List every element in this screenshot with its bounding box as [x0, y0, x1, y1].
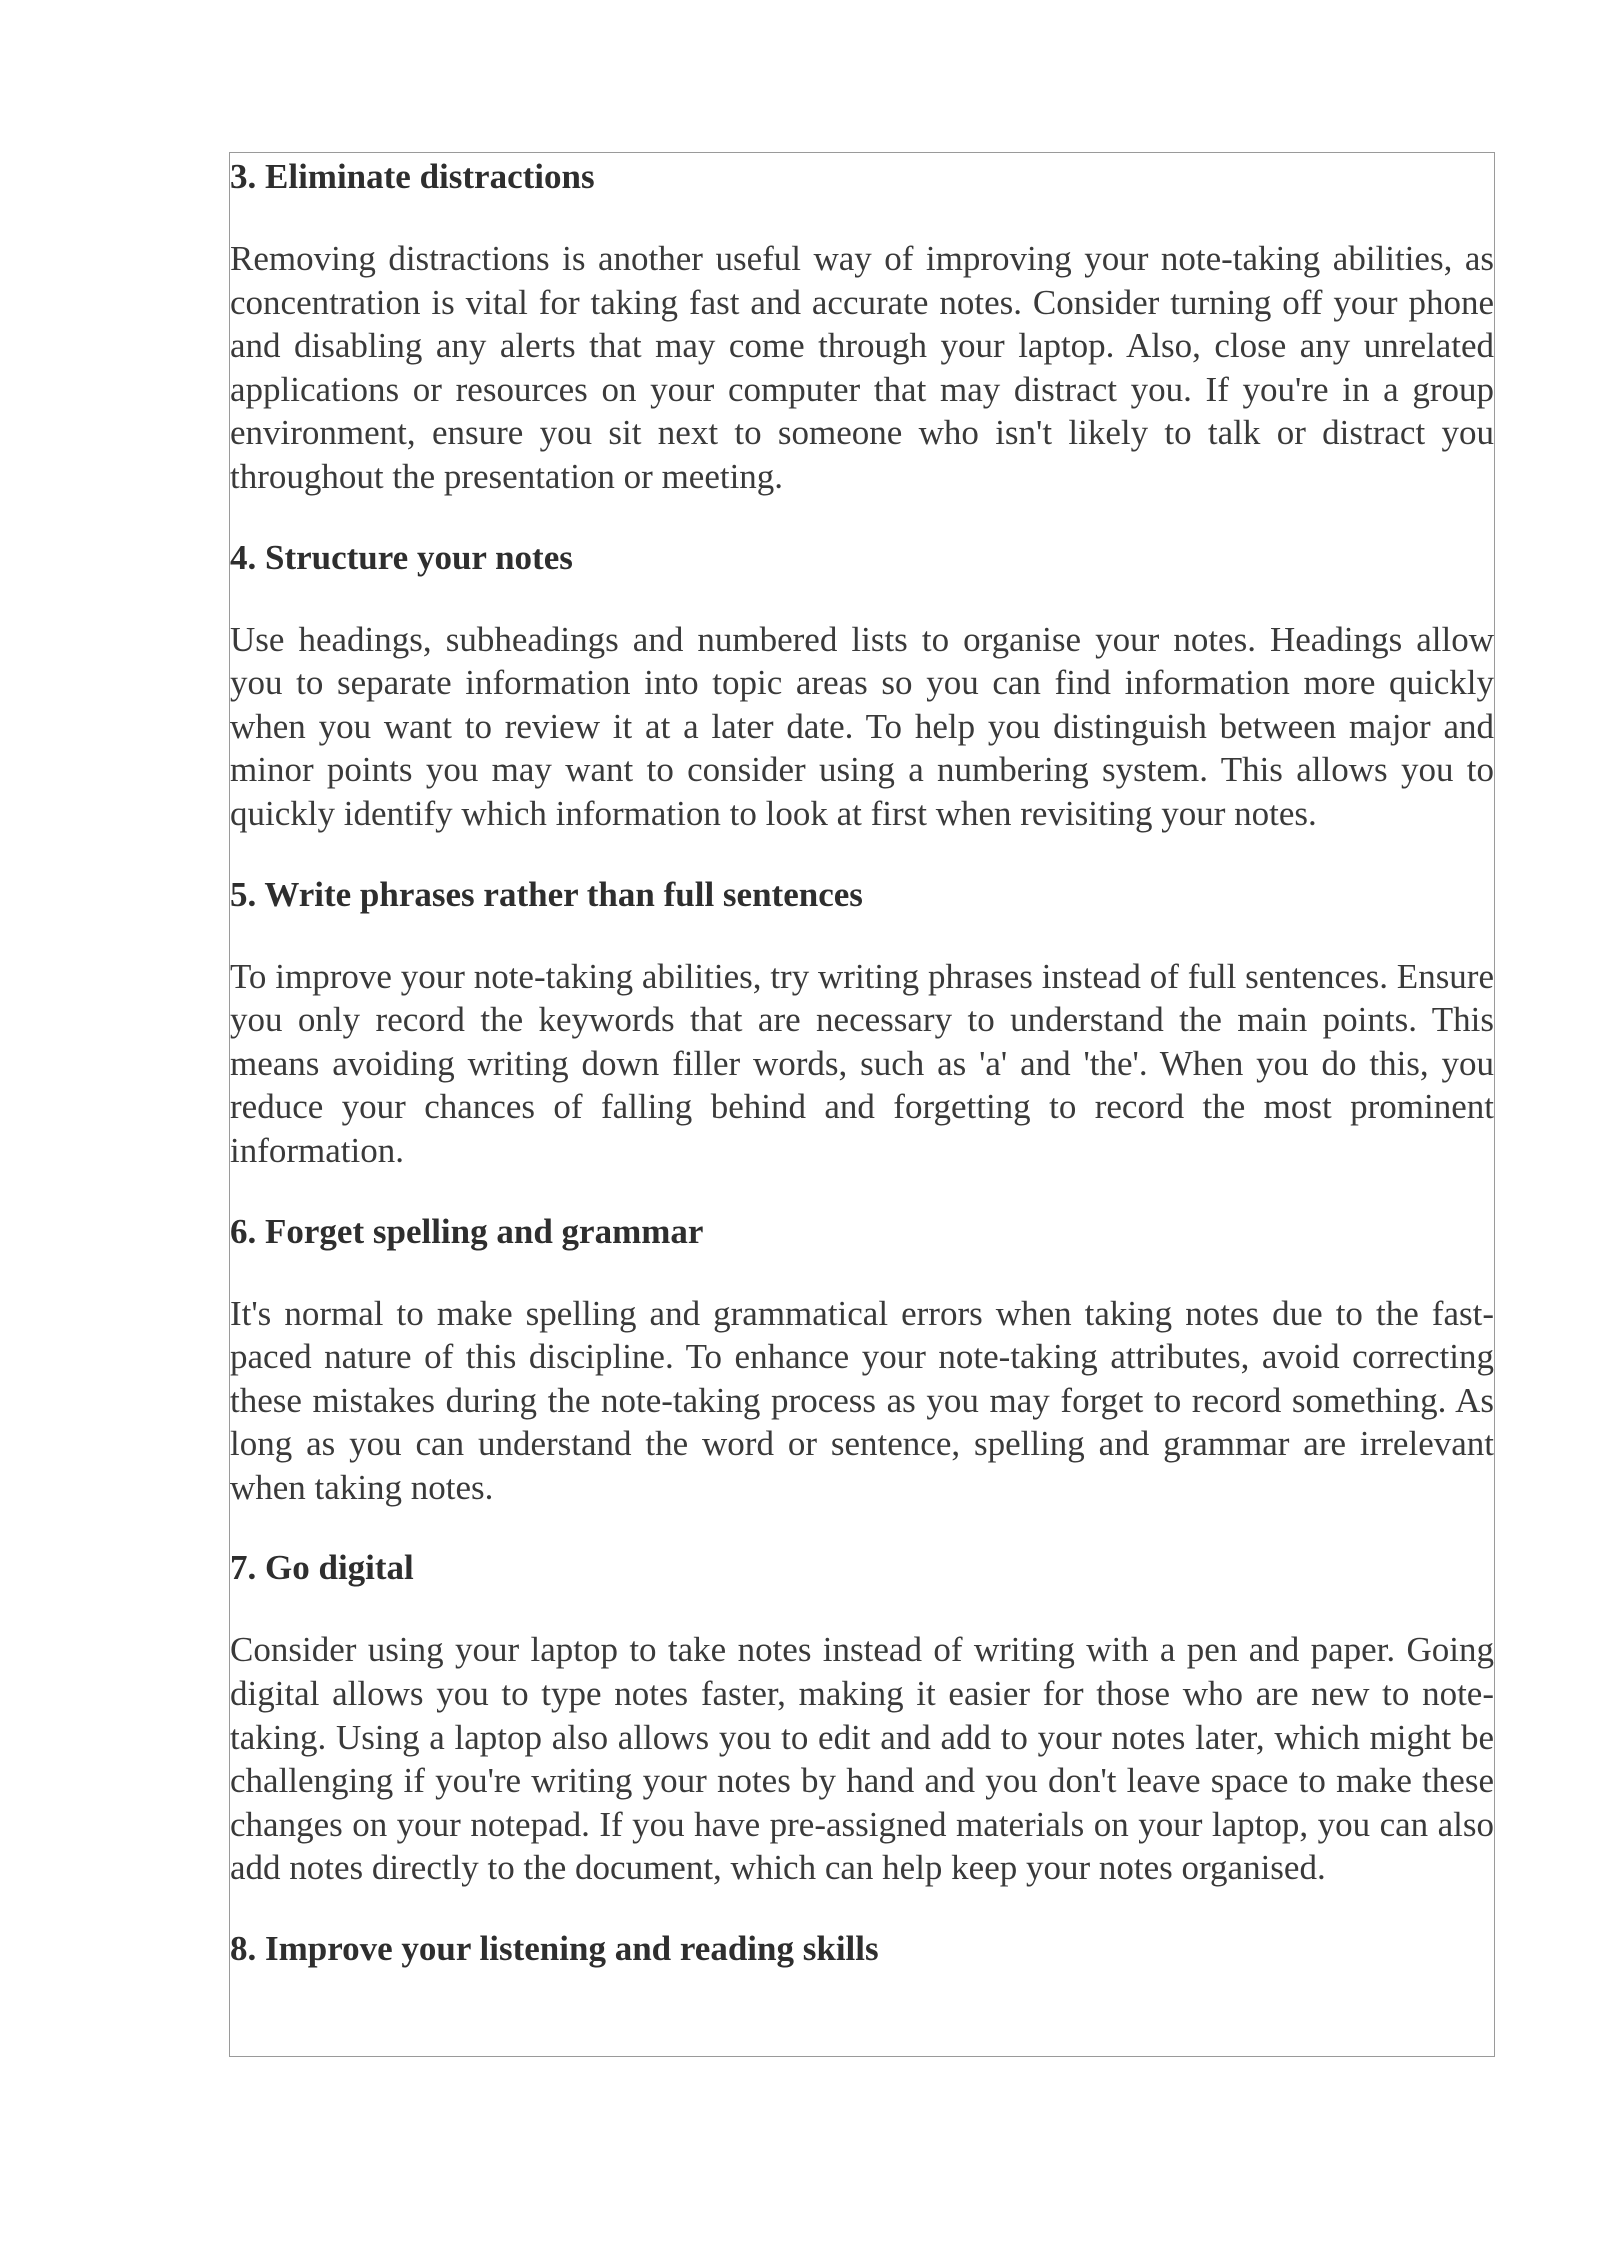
section-heading-write-phrases: 5. Write phrases rather than full sentences	[230, 874, 863, 914]
document-content-box	[229, 152, 1495, 2057]
section-body-write-phrases: To improve your note-taking abilities, try writing phrases instead of full sentences. Ensure you only record the keywords that are necessary to understand the main points. This means avoiding writing down filler words, such as 'a' and 'the'. When you do this, you reduce your chances of falling behind and forgetting to record the most prominent information.	[230, 956, 1494, 1170]
section-body-go-digital: Consider using your laptop to take notes instead of writing with a pen and paper. Going digital allows you to type notes faster, making it easier for those who are new to note-taking. Using a laptop also allows you to edit and add to your notes later, which might be challenging if you're writing your notes by hand and you don't leave space to make these changes on your notepad. If you have pre-assigned materials on your laptop, you can also add notes directly to the document, which can help keep your notes organised.	[230, 1630, 1494, 1888]
section-heading-forget-spelling: 6. Forget spelling and grammar	[230, 1211, 704, 1251]
section-body-structure-notes: Use headings, subheadings and numbered lists to organise your notes. Headings allow you to separate information into topic areas so you can find information more quickly when you want to review it at a later date. To help you distinguish between major and minor points you may want to consider using a numbering system. This allows you to quickly identify which information to look at first when revisiting your notes.	[230, 619, 1494, 833]
section-body-eliminate-distractions: Removing distractions is another useful way of improving your note-taking abilities, as concentration is vital for taking fast and accurate notes. Consider turning off your phone and disabling any alerts that may come through your laptop. Also, close any unrelated applications or resources on your computer that may distract you. If you're in a group environment, ensure you sit next to someone who isn't likely to talk or distract you throughout the presentation or meeting.	[230, 239, 1494, 496]
section-body-forget-spelling: It's normal to make spelling and grammatical errors when taking notes due to the fast-paced nature of this discipline. To enhance your note-taking attributes, avoid correcting these mistakes during the note-taking process as you may forget to record something. As long as you can understand the word or sentence, spelling and grammar are irrelevant when taking notes.	[230, 1293, 1494, 1507]
section-heading-go-digital: 7. Go digital	[230, 1548, 414, 1588]
section-heading-eliminate-distractions: 3. Eliminate distractions	[230, 157, 595, 196]
section-heading-listening-reading: 8. Improve your listening and reading skills	[230, 1929, 879, 1969]
section-heading-structure-notes: 4. Structure your notes	[230, 537, 573, 577]
